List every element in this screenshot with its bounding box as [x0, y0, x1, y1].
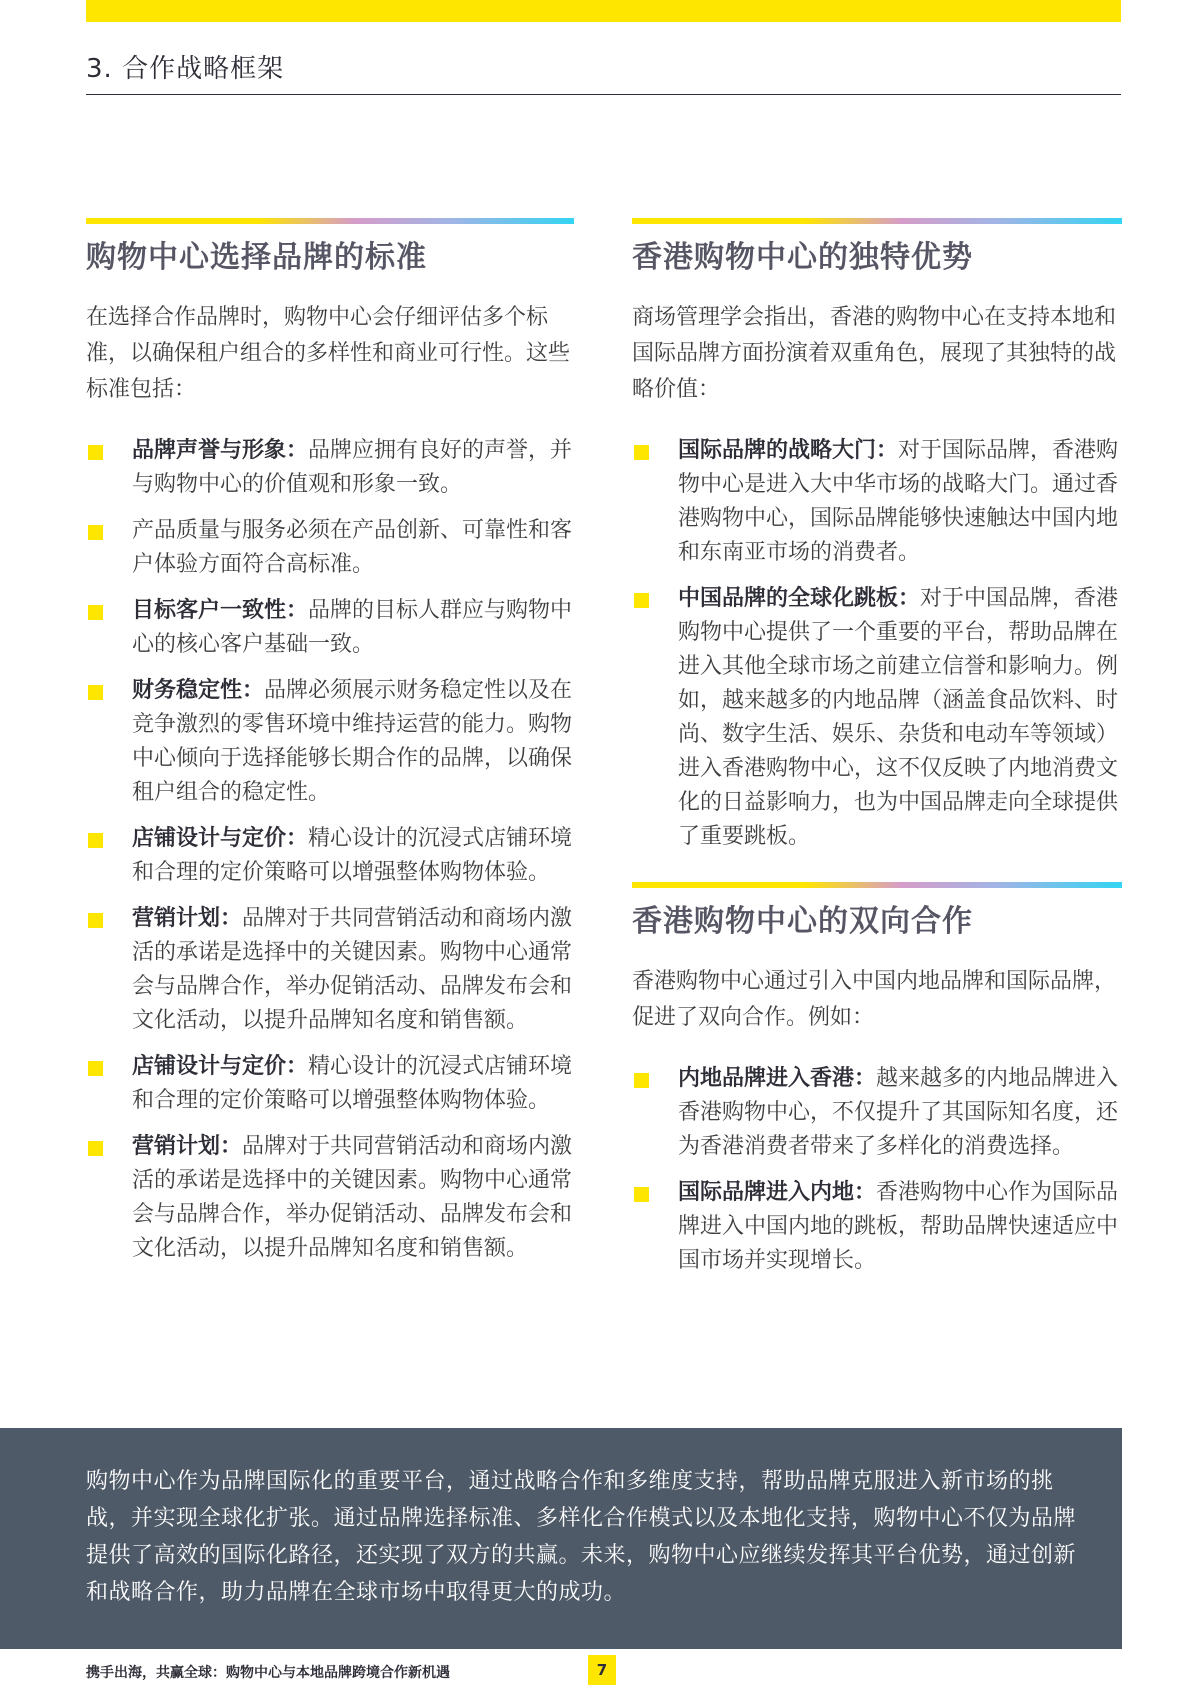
- item-term: 店铺设计与定价：: [132, 1054, 309, 1079]
- heading-gradient-bar: [632, 218, 1122, 224]
- page-number: 7: [588, 1655, 616, 1685]
- list-item: [632, 1176, 1122, 1278]
- bullet-square-icon: [88, 913, 103, 928]
- item-term: 国际品牌进入内地：: [678, 1180, 877, 1205]
- summary-text: 购物中心作为品牌国际化的重要平台，通过战略合作和多维度支持，帮助品牌克服进入新市场的挑战，并实现全球化扩张。通过品牌选择标准、多样化合作模式以及本地化支持，购物中心不仅为品牌提供了高效的国际化路径，还实现了双方的共赢。未来，购物中心应继续发挥其平台优势，通过创新和战略合作，助力品牌在全球市场中取得更大的成功。: [86, 1469, 1077, 1605]
- item-text: 品牌对于共同营销活动和商场内激活的承诺是选择中的关键因素。购物中心通常会与品牌合作，举办促销活动、品牌发布会和文化活动，以提升品牌知名度和销售额。: [132, 1134, 573, 1261]
- left-intro: 在选择合作品牌时，购物中心会仔细评估多个标准，以确保租户组合的多样性和商业可行性。这些标准包括：: [86, 305, 571, 402]
- bullet-square-icon: [634, 1073, 649, 1088]
- list-item: [632, 434, 1122, 570]
- item-text: 对于国际品牌，香港购物中心是进入大中华市场的战略大门。通过香港购物中心，国际品牌能够快速触达中国内地和东南亚市场的消费者。: [678, 438, 1119, 565]
- item-text: 品牌对于共同营销活动和商场内激活的承诺是选择中的关键因素。购物中心通常会与品牌合作，举办促销活动、品牌发布会和文化活动，以提升品牌知名度和销售额。: [132, 906, 573, 1033]
- item-text: 对于中国品牌，香港购物中心提供了一个重要的平台，帮助品牌在进入其他全球市场之前建立信誉和影响力。例如，越来越多的内地品牌（涵盖食品饮料、时尚、数字生活、娱乐、杂货和电动车等领域）进入香港购物中心，这不仅反映了内地消费文化的日益影响力，也为中国品牌走向全球提供了重要跳板。: [678, 586, 1119, 849]
- heading-gradient-bar: [632, 882, 1122, 888]
- bullet-square-icon: [88, 685, 103, 700]
- footer-title: 携手出海，共赢全球：购物中心与本地品牌跨境合作新机遇: [86, 1665, 450, 1681]
- second-section: [632, 882, 1122, 1278]
- item-term: 内地品牌进入香港：: [678, 1066, 877, 1091]
- item-term: 店铺设计与定价：: [132, 826, 309, 851]
- list-item: [86, 434, 574, 502]
- item-text: 产品质量与服务必须在产品创新、可靠性和客户体验方面符合高标准。: [132, 518, 573, 577]
- list-item: [86, 1050, 574, 1118]
- bullet-square-icon: [88, 1141, 103, 1156]
- heading-gradient-bar: [86, 218, 574, 224]
- item-text: 越来越多的内地品牌进入香港购物中心，不仅提升了其国际知名度，还为香港消费者带来了多样化的消费选择。: [678, 1066, 1119, 1159]
- bullet-square-icon: [88, 605, 103, 620]
- item-term: 目标客户一致性：: [132, 598, 309, 623]
- section-title: 3. 合作战略框架: [86, 54, 285, 84]
- left-column: [86, 218, 574, 1278]
- list-item: [86, 1130, 574, 1266]
- bullet-square-icon: [88, 833, 103, 848]
- item-term: 品牌声誉与形象：: [132, 438, 309, 463]
- top-accent-bar: [86, 0, 1121, 22]
- left-heading: 购物中心选择品牌的标准: [86, 240, 427, 275]
- right-column: [632, 218, 1122, 1290]
- right-cooperation-list: [632, 1062, 1122, 1278]
- list-item: [86, 514, 574, 582]
- right-intro-2: 香港购物中心通过引入中国内地品牌和国际品牌，促进了双向合作。例如：: [632, 969, 1117, 1030]
- item-text: 品牌必须展示财务稳定性以及在竞争激烈的零售环境中维持运营的能力。购物中心倾向于选择能够长期合作的品牌，以确保租户组合的稳定性。: [132, 678, 573, 805]
- item-text: 品牌应拥有良好的声誉，并与购物中心的价值观和形象一致。: [132, 438, 573, 497]
- right-heading: 香港购物中心的独特优势: [632, 240, 973, 275]
- item-text: 品牌的目标人群应与购物中心的核心客户基础一致。: [132, 598, 573, 657]
- item-text: 精心设计的沉浸式店铺环境和合理的定价策略可以增强整体购物体验。: [132, 1054, 573, 1113]
- list-item: [86, 674, 574, 810]
- list-item: [86, 902, 574, 1038]
- list-item: [86, 594, 574, 662]
- right-heading-2: 香港购物中心的双向合作: [632, 904, 973, 939]
- item-term: 国际品牌的战略大门：: [678, 438, 899, 463]
- list-item: [86, 822, 574, 890]
- item-term: 营销计划：: [132, 906, 243, 931]
- section-divider: [86, 94, 1121, 95]
- item-term: 财务稳定性：: [132, 678, 265, 703]
- right-advantages-list: [632, 434, 1122, 854]
- bullet-square-icon: [88, 525, 103, 540]
- item-text: 香港购物中心作为国际品牌进入中国内地的跳板，帮助品牌快速适应中国市场并实现增长。: [678, 1180, 1119, 1273]
- bullet-square-icon: [88, 1061, 103, 1076]
- list-item: [632, 582, 1122, 854]
- bullet-square-icon: [88, 445, 103, 460]
- item-term: 营销计划：: [132, 1134, 243, 1159]
- bullet-square-icon: [634, 445, 649, 460]
- right-intro: 商场管理学会指出，香港的购物中心在支持本地和国际品牌方面扮演着双重角色，展现了其独特的战略价值：: [632, 305, 1117, 402]
- list-item: [632, 1062, 1122, 1164]
- bullet-square-icon: [634, 593, 649, 608]
- item-text: 精心设计的沉浸式店铺环境和合理的定价策略可以增强整体购物体验。: [132, 826, 573, 885]
- item-term: 中国品牌的全球化跳板：: [678, 586, 921, 611]
- bullet-square-icon: [634, 1187, 649, 1202]
- left-criteria-list: [86, 434, 574, 1266]
